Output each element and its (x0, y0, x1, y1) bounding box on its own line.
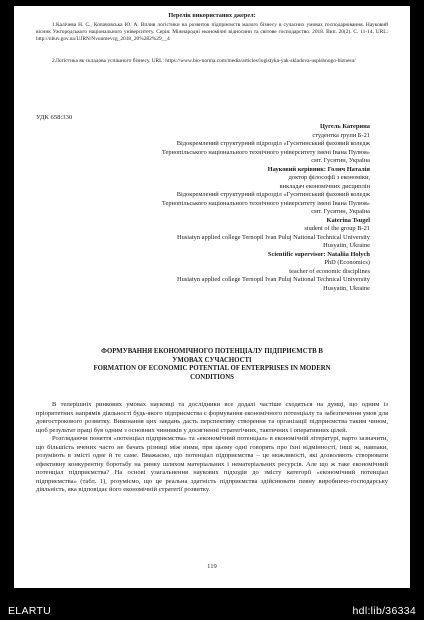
supervisor-city-ua: смт. Гусятин, Україна (311, 208, 370, 215)
author-group-ua: студентка групи Б-21 (312, 131, 370, 139)
supervisor-en: Scientific supervisor: Nataliia Holych (267, 250, 370, 258)
references-title: Перелік використаних джерел: (168, 12, 256, 19)
footer-handle: hdl:lib/36334 (352, 605, 416, 617)
author-college-ua-line1: Відокремлений структурний підрозділ «Гусятинський фаховий коледж (176, 140, 370, 147)
author-group-en: student of the group B-21 (304, 225, 370, 232)
udk-code: УДК 658:330 (36, 114, 73, 121)
article-titles (54, 348, 370, 382)
reference-number: 1. (52, 22, 57, 28)
supervisor-college-en: Husiatyn applied college Ternopil Ivan Puluj National Technical University (176, 276, 370, 283)
page-number: 119 (207, 563, 217, 570)
reference-text: Логістика як складова успішного бізнесу. URL: https://www.bio-norma.com/media/articles/logistyka-yak-skladova-uspishnogo-biznesu/ (55, 58, 356, 64)
supervisor-degree-ua: доктор філософії з економіки, (288, 174, 370, 181)
author-name-en: Katerina Tsugel (326, 216, 370, 224)
supervisor-ua: Науковий керівник: Голич Наталія (267, 165, 370, 173)
author-college-en: Husiatyn applied college Ternopil Ivan Puluj National Technical University (176, 233, 370, 241)
supervisor-degree-en: PhD (Economics) (324, 259, 370, 266)
title-ua-line1: ФОРМУВАННЯ ЕКОНОМІЧНОГО ПОТЕНЦІАЛУ ПІДПРИЄМСТВ В (101, 348, 323, 355)
title-ua-line2: УМОВАХ СУЧАСНОСТІ (172, 356, 252, 364)
reference-number: 2. (52, 58, 57, 64)
document-page (14, 6, 410, 588)
author-college-ua-line2: Тернопільського національного технічного університету імені Івана Пулюя» (161, 148, 370, 156)
footer-repository-label: ELARTU (8, 605, 52, 617)
title-en-line2: CONDITIONS (190, 373, 234, 381)
supervisor-college-ua-line2: Тернопільського національного технічного університету імені Івана Пулюя» (161, 199, 370, 207)
supervisor-city-en: Husyatin, Ukraine (323, 284, 370, 292)
title-en-line1: FORMATION OF ECONOMIC POTENTIAL OF ENTERPRISES IN MODERN (93, 365, 331, 373)
author-block (40, 123, 370, 293)
reference-item (36, 22, 388, 43)
author-name-ua: Цугель Катерина (319, 123, 370, 130)
supervisor-position-ua: викладач економічних дисциплін (279, 182, 370, 190)
body-paragraph: Розглядаючи поняття «потенціал підприємства» та «економічний потенціал» в економічній літературі, варто зазначити, що більшість вчених часто не бачать різниці між ними, при цьому одні говорять про їхні відмінності, інші ж, навпаки, розуміють в змісті одне й те саме. Вважаємо, що потенціал підприємства – це можливості, які дозволяють створювати ефективну конкурентну боротьбу на ринку шляхом матеріальних і нематеріальних ресурсів. Але що ж таке економічний потенціал підприємства? На основі узагальнення наукових підходів до змісту категорії «економічний потенціал підприємства» (табл. 1), розуміємо, що це реальна здатність підприємства здійснювати певну виробничо-господарську діяльність, яка відповідає його економічній стратегії розвитку. (36, 435, 388, 494)
reference-item (36, 58, 388, 65)
author-city-en: Husyatin, Ukraine (323, 242, 370, 249)
article-body (36, 401, 388, 495)
reference-text: Калічева Н. С., Копачовська Ю. А. Вплив логістики на розвиток підприємств малого бізнесу в сучасних умовах господарювання. Науковий вісник Ужгородського національного університету. Серія: Міжнародні економічні відносини та світове господарство. 2018. Вип. 20(2). С. 11-14. URL: http://nbuv.gov.ua/UJRN/Nvuumevcg_2018_20%282%29__4 (36, 22, 388, 42)
body-paragraph: В теперішніх ринкових умовах науковці та дослідники все додалі частіше сходяться на думці, що одним із пріоритетних напрямів діяльності будь-якого підприємства є формування економічного потенціалу та забезпечення умов для довгострокового розвитку. Виконання цих завдань дасть перспективу створення та організації підприємства таким чином, щоб результат праці був одним з основних чинників у досягненні стратегічних, тактичних і оперативних цілей. (36, 401, 388, 434)
supervisor-position-en: teacher of economic disciplines (289, 267, 370, 275)
author-city-ua: смт. Гусятин, Україна (311, 157, 370, 164)
supervisor-college-ua-line1: Відокремлений структурний підрозділ «Гусятинський фаховий коледж (176, 191, 370, 198)
